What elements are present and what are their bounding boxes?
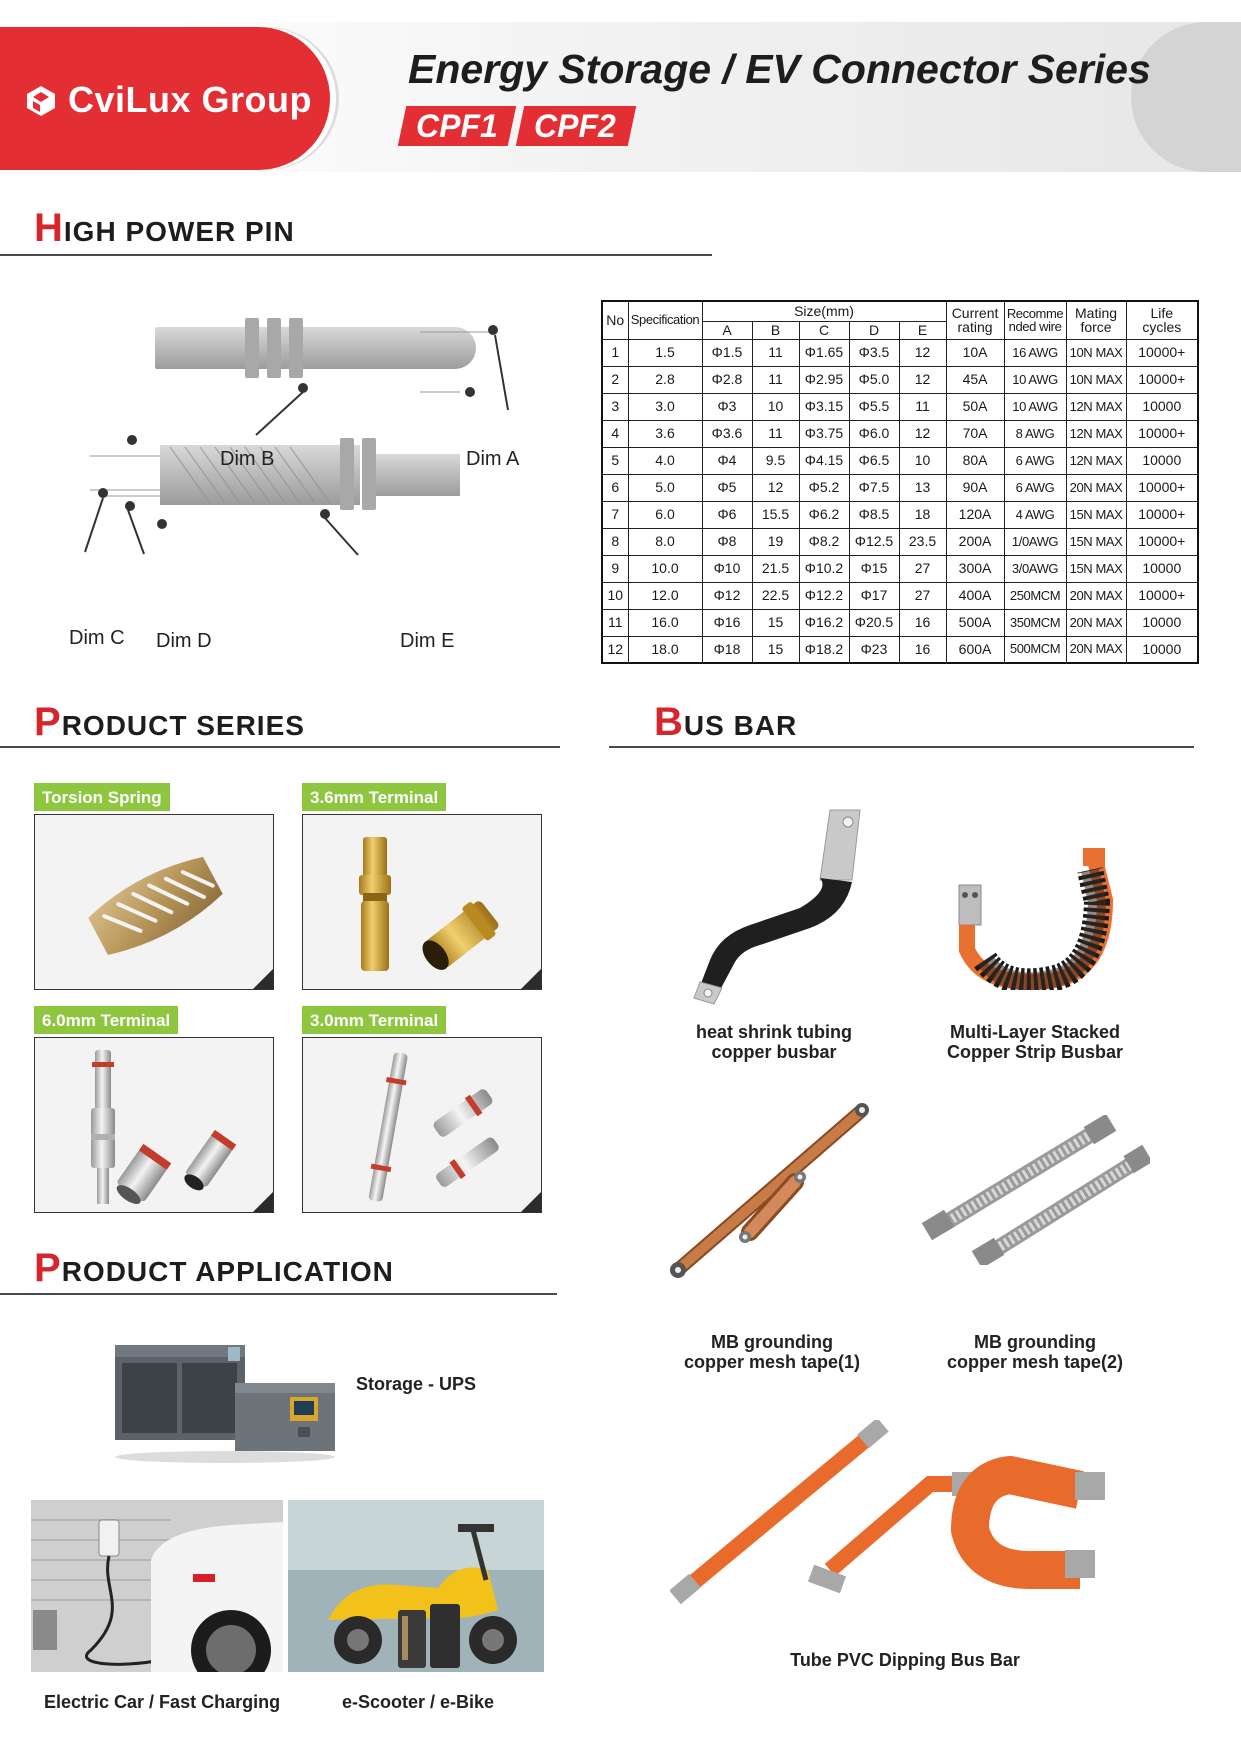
product-card-6-0mm-terminal [34,1037,274,1213]
table-cell: 11 [899,393,946,420]
table-row [602,420,1198,447]
table-cell: Φ5.0 [849,366,899,393]
section-heading-product-application: PRODUCT APPLICATION [34,1246,394,1290]
table-cell: 3.0 [628,393,702,420]
table-cell: 15N MAX [1066,501,1126,528]
table-cell: 15N MAX [1066,528,1126,555]
app-label-e-scooter: e-Scooter / e-Bike [342,1692,495,1712]
table-cell: 350MCM [1004,609,1066,636]
table-cell: 20N MAX [1066,636,1126,663]
table-cell: 1.5 [628,339,702,366]
table-cell: 10000+ [1126,474,1198,501]
table-cell: Φ3.75 [799,420,849,447]
table-cell: Φ6.2 [799,501,849,528]
product-card-torsion-spring [34,814,274,990]
col-header-force: Mating force [1066,301,1126,339]
table-cell: 10000 [1126,447,1198,474]
table-cell: 20N MAX [1066,582,1126,609]
table-cell: 12 [899,366,946,393]
page-header [0,22,1241,172]
table-cell: 10.0 [628,555,702,582]
logo-mark-icon [25,85,57,117]
e-scooter-image [288,1500,544,1672]
table-cell: 16 [899,636,946,663]
table-row [602,555,1198,582]
table-cell: 10000+ [1126,366,1198,393]
electric-car-charging-image [31,1500,283,1672]
table-cell: 300A [946,555,1004,582]
table-cell: 16 AWG [1004,339,1066,366]
table-cell: Φ5.2 [799,474,849,501]
table-row [602,528,1198,555]
table-row [602,609,1198,636]
table-cell: Φ4 [702,447,752,474]
table-cell: Φ4.15 [799,447,849,474]
table-cell: 6 AWG [1004,474,1066,501]
table-cell: 45A [946,366,1004,393]
col-header-no: No [602,301,628,339]
col-header-size: Size(mm) [702,301,946,321]
table-cell: Φ1.5 [702,339,752,366]
table-row [602,474,1198,501]
table-cell: 11 [752,366,799,393]
section-heading-bus-bar: BUS BAR [654,700,798,744]
table-cell: Φ5.5 [849,393,899,420]
table-cell: 20N MAX [1066,474,1126,501]
busbar-caption-pvc-dipping: Tube PVC Dipping Bus Bar [790,1650,1020,1670]
dim-a-label: Dim A [466,448,520,470]
table-cell: 21.5 [752,555,799,582]
pin-spec-table [601,300,1199,664]
heat-shrink-busbar-icon [680,790,880,1010]
table-cell: 10000 [1126,609,1198,636]
silver-terminal-icon [35,1038,274,1213]
section-heading-high-power-pin: HIGH POWER PIN [34,206,295,250]
table-cell: 5.0 [628,474,702,501]
pvc-dipping-busbar-icon [670,1420,1130,1610]
table-cell: Φ2.95 [799,366,849,393]
table-cell: 90A [946,474,1004,501]
table-cell: 8 [602,528,628,555]
table-cell: 120A [946,501,1004,528]
table-cell: Φ18.2 [799,636,849,663]
app-label-electric-car: Electric Car / Fast Charging [44,1692,281,1712]
table-cell: 16.0 [628,609,702,636]
table-cell: 15.5 [752,501,799,528]
copper-mesh-tape-2-icon [920,1115,1150,1265]
product-card-3-6mm-terminal [302,814,542,990]
busbar-caption-mesh-tape-1: MB grounding copper mesh tape(1) [683,1332,861,1372]
table-cell: 20N MAX [1066,609,1126,636]
table-row [602,447,1198,474]
table-cell: 5 [602,447,628,474]
table-cell: Φ10.2 [799,555,849,582]
table-cell: 13 [899,474,946,501]
table-cell: 500A [946,609,1004,636]
table-cell: 10000+ [1126,528,1198,555]
product-label-torsion-spring: Torsion Spring [34,783,170,811]
table-cell: 4 AWG [1004,501,1066,528]
table-cell: 10 [752,393,799,420]
col-header-b: B [752,321,799,339]
table-cell: 12 [899,339,946,366]
table-cell: Φ12.5 [849,528,899,555]
table-cell: 200A [946,528,1004,555]
table-cell: 10000+ [1126,501,1198,528]
table-cell: Φ2.8 [702,366,752,393]
table-cell: 10000 [1126,555,1198,582]
table-cell: 15N MAX [1066,555,1126,582]
table-row [602,636,1198,663]
table-cell: 15 [752,609,799,636]
table-cell: 16 [899,609,946,636]
table-cell: 10A [946,339,1004,366]
table-cell: 12 [602,636,628,663]
dim-d-label: Dim D [156,630,212,652]
table-cell: Φ16.2 [799,609,849,636]
table-cell: 500MCM [1004,636,1066,663]
table-cell: 1 [602,339,628,366]
dim-e-label: Dim E [400,630,455,652]
header-arc-decoration [1131,22,1241,172]
gold-terminal-icon [303,815,542,990]
table-cell: 10 [602,582,628,609]
high-power-pin-drawing [60,300,540,670]
table-cell: 2 [602,366,628,393]
dim-c-label: Dim C [69,627,125,649]
table-cell: 18 [899,501,946,528]
table-cell: 12 [899,420,946,447]
table-cell: Φ6.0 [849,420,899,447]
table-cell: 400A [946,582,1004,609]
pin-spec-rows [602,339,1198,663]
table-cell: Φ3 [702,393,752,420]
table-cell: Φ7.5 [849,474,899,501]
table-row [602,366,1198,393]
col-header-a: A [702,321,752,339]
table-cell: 18.0 [628,636,702,663]
table-cell: Φ20.5 [849,609,899,636]
section-rule [609,746,1194,748]
table-cell: Φ6 [702,501,752,528]
product-label-3-6mm-terminal: 3.6mm Terminal [302,783,446,811]
table-cell: 11 [752,339,799,366]
table-cell: 3.6 [628,420,702,447]
table-cell: 12N MAX [1066,447,1126,474]
table-row [602,501,1198,528]
table-cell: 15 [752,636,799,663]
table-cell: Φ15 [849,555,899,582]
table-cell: Φ3.15 [799,393,849,420]
busbar-caption-mesh-tape-2: MB grounding copper mesh tape(2) [946,1332,1124,1372]
table-cell: 10000+ [1126,339,1198,366]
table-cell: 11 [752,420,799,447]
table-row [602,582,1198,609]
table-cell: 10000 [1126,393,1198,420]
table-cell: 10000 [1126,636,1198,663]
table-cell: 3 [602,393,628,420]
col-header-specification: Specification [628,301,702,339]
table-cell: 12N MAX [1066,420,1126,447]
table-cell: 10 [899,447,946,474]
section-rule [0,746,560,748]
product-card-3-0mm-terminal [302,1037,542,1213]
table-cell: 6 AWG [1004,447,1066,474]
table-cell: Φ3.6 [702,420,752,447]
table-cell: Φ8.5 [849,501,899,528]
torsion-spring-icon [35,815,274,990]
col-header-e: E [899,321,946,339]
table-cell: Φ12.2 [799,582,849,609]
table-cell: 8 AWG [1004,420,1066,447]
product-label-3-0mm-terminal: 3.0mm Terminal [302,1006,446,1034]
table-cell: 80A [946,447,1004,474]
dim-b-label: Dim B [220,448,275,470]
table-cell: Φ23 [849,636,899,663]
silver-pin-icon [303,1038,542,1213]
busbar-caption-stacked-copper: Multi-Layer Stacked Copper Strip Busbar [946,1022,1124,1062]
brand-logo [0,27,330,170]
section-rule [0,254,712,256]
col-header-d: D [849,321,899,339]
table-cell: 19 [752,528,799,555]
table-cell: Φ17 [849,582,899,609]
col-header-c: C [799,321,849,339]
table-cell: 6 [602,474,628,501]
section-heading-product-series: PRODUCT SERIES [34,700,305,744]
table-cell: 4 [602,420,628,447]
brand-name: CviLux Group [68,79,313,120]
table-cell: 600A [946,636,1004,663]
col-header-life: Life cycles [1126,301,1198,339]
table-cell: 10N MAX [1066,366,1126,393]
male-pin-icon [155,318,508,435]
table-cell: 12.0 [628,582,702,609]
ups-cabinet-image [110,1335,340,1465]
table-cell: 7 [602,501,628,528]
busbar-caption-heat-shrink: heat shrink tubing copper busbar [695,1022,852,1062]
table-cell: 11 [602,609,628,636]
table-cell: 50A [946,393,1004,420]
table-cell: Φ10 [702,555,752,582]
table-cell: Φ18 [702,636,752,663]
table-cell: 8.0 [628,528,702,555]
table-cell: 10000+ [1126,582,1198,609]
table-cell: 12N MAX [1066,393,1126,420]
table-cell: Φ8 [702,528,752,555]
table-cell: 9.5 [752,447,799,474]
table-cell: 1/0AWG [1004,528,1066,555]
table-cell: 10 AWG [1004,366,1066,393]
table-cell: Φ16 [702,609,752,636]
table-cell: Φ8.2 [799,528,849,555]
table-cell: 6.0 [628,501,702,528]
table-cell: 10000+ [1126,420,1198,447]
table-cell: Φ3.5 [849,339,899,366]
series-tag-cpf1: CPF1 [398,106,517,146]
col-header-wire: Recomme nded wire [1004,301,1066,339]
table-cell: 10N MAX [1066,339,1126,366]
stacked-copper-busbar-icon [945,840,1125,990]
table-cell: 4.0 [628,447,702,474]
table-row [602,393,1198,420]
table-cell: 70A [946,420,1004,447]
table-cell: Φ1.65 [799,339,849,366]
product-label-6-0mm-terminal: 6.0mm Terminal [34,1006,178,1034]
app-label-storage-ups: Storage - UPS [356,1374,477,1394]
table-cell: Φ5 [702,474,752,501]
table-cell: 22.5 [752,582,799,609]
series-tag-cpf2: CPF2 [516,106,637,146]
table-cell: 3/0AWG [1004,555,1066,582]
table-cell: 12 [752,474,799,501]
series-title: Energy Storage / EV Connector Series [408,46,1151,92]
col-header-current: Current rating [946,301,1004,339]
table-cell: 27 [899,582,946,609]
table-cell: 27 [899,555,946,582]
table-cell: 2.8 [628,366,702,393]
table-cell: 10 AWG [1004,393,1066,420]
table-cell: 250MCM [1004,582,1066,609]
table-row [602,339,1198,366]
table-cell: Φ12 [702,582,752,609]
section-rule [0,1293,557,1295]
table-cell: 9 [602,555,628,582]
table-cell: Φ6.5 [849,447,899,474]
copper-mesh-tape-1-icon [660,1100,880,1280]
table-cell: 23.5 [899,528,946,555]
